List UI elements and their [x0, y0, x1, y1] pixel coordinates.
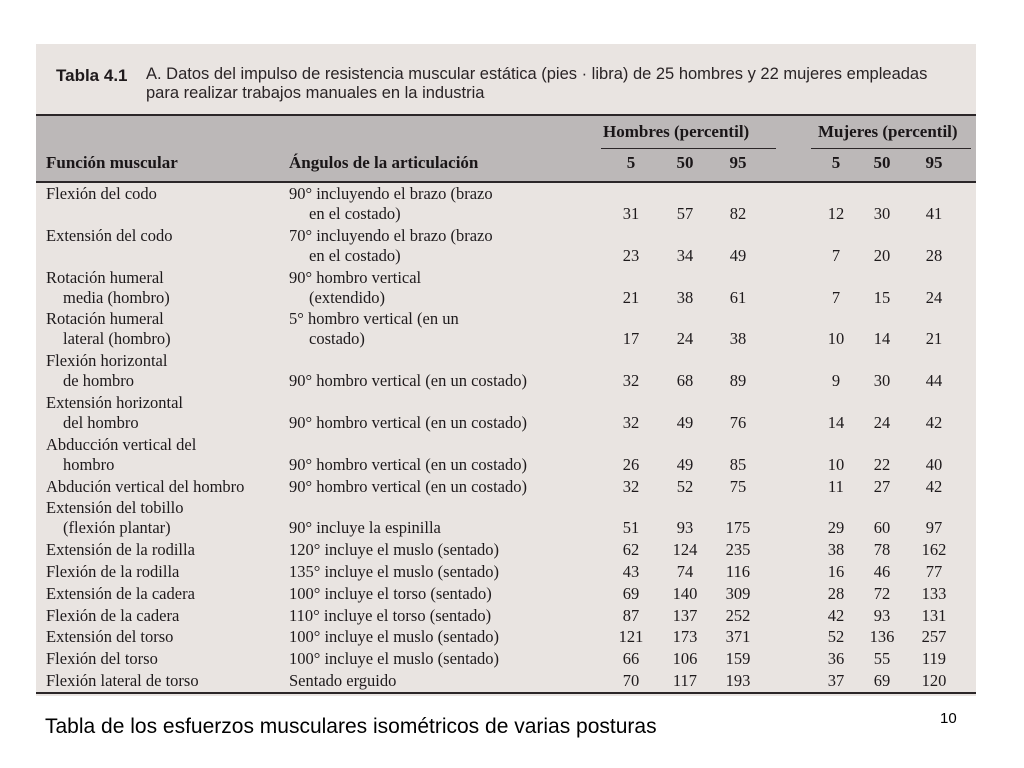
muscle-function-cell: Flexión de la cadera — [46, 605, 180, 625]
muscle-function-cell: Flexión lateral de torso — [46, 671, 199, 690]
men-percentile-value: 69 — [622, 583, 640, 603]
women-percentile-value: 24 — [925, 287, 943, 307]
women-percentile-value: 12 — [827, 204, 845, 223]
women-percentile-value: 119 — [921, 649, 947, 669]
men-percentile-value: 159 — [725, 649, 751, 669]
men-percentile-value: 93 — [676, 518, 694, 538]
women-percentile-value: 46 — [873, 562, 891, 581]
women-percentile-value: 38 — [827, 540, 845, 560]
muscle-function-cell: Flexión del torso — [46, 649, 158, 669]
table-title-line-2: para realizar trabajos manuales en la industria — [146, 84, 485, 102]
men-percentile-value: 309 — [725, 583, 751, 603]
men-percentile-value: 75 — [729, 476, 747, 496]
women-percentile-value: 28 — [925, 245, 943, 265]
men-percentile-value: 68 — [676, 371, 694, 391]
muscle-function-cell: Extensión del codo — [46, 225, 173, 245]
women-percentile-value: 22 — [873, 454, 891, 474]
women-percentile-value: 15 — [873, 287, 891, 307]
men-percentile-value: 62 — [622, 540, 640, 560]
men-percentile-value: 57 — [676, 204, 694, 223]
women-percentile-value: 24 — [873, 413, 891, 432]
muscle-function-cell: Rotación humeral — [46, 309, 164, 329]
women-percentile-value: 72 — [873, 583, 891, 603]
muscle-function-cell: Rotación humeral — [46, 267, 164, 287]
muscle-function-cell: Extensión del torso — [46, 627, 174, 647]
muscle-function-cell: Flexión del codo — [46, 184, 157, 203]
men-percentile-value: 34 — [676, 245, 694, 265]
men-p95-header: 95 — [729, 153, 747, 172]
men-percentile-value: 121 — [618, 627, 644, 647]
muscle-function-cell: Abducción vertical del — [46, 434, 197, 454]
women-percentile-value: 7 — [831, 245, 841, 265]
women-percentile-value: 16 — [827, 562, 845, 581]
women-percentile-value: 136 — [869, 627, 895, 647]
muscle-function-cell: media (hombro) — [63, 287, 170, 307]
men-percentile-value: 140 — [672, 583, 698, 603]
men-percentile-value: 49 — [676, 454, 694, 474]
women-percentile-value: 52 — [827, 627, 845, 647]
men-percentile-value: 31 — [622, 204, 640, 223]
muscle-function-cell: Extensión horizontal — [46, 393, 184, 412]
joint-angle-cell: 90° hombro vertical (en un costado) — [289, 371, 527, 391]
slide-caption: Tabla de los esfuerzos musculares isométricos de varias posturas — [45, 715, 657, 738]
men-percentile-value: 82 — [729, 204, 747, 223]
muscle-function-cell: de hombro — [63, 371, 135, 391]
joint-angle-cell: 110° incluye el torso (sentado) — [289, 605, 492, 625]
women-percentile-value: 36 — [827, 649, 845, 669]
men-percentile-value: 51 — [622, 518, 640, 538]
bottom-rule — [36, 692, 976, 694]
men-percentile-value: 70 — [622, 671, 640, 690]
men-percentile-value: 87 — [622, 605, 640, 625]
muscle-function-cell: del hombro — [63, 413, 139, 432]
women-percentile-value: 11 — [828, 476, 844, 496]
joint-angle-cell: costado) — [309, 329, 365, 349]
joint-angle-cell: en el costado) — [309, 204, 401, 223]
joint-angle-cell: 90° hombro vertical (en un costado) — [289, 454, 527, 474]
men-percentile-header: Hombres (percentil) — [603, 122, 750, 141]
men-percentile-value: 193 — [725, 671, 751, 690]
women-percentile-value: 42 — [925, 476, 943, 496]
women-percentile-value: 131 — [921, 605, 947, 625]
header-bottom-rule — [36, 181, 976, 183]
women-percentile-value: 133 — [921, 583, 947, 603]
women-percentile-value: 120 — [921, 671, 947, 690]
muscle-function-cell: Extensión del tobillo — [46, 498, 184, 518]
men-percentile-value: 38 — [676, 287, 694, 307]
men-percentile-value: 124 — [672, 540, 698, 560]
women-group-rule — [811, 148, 971, 149]
muscle-function-cell: Flexión de la rodilla — [46, 562, 180, 581]
joint-angle-cell: 100° incluye el muslo (sentado) — [289, 649, 500, 669]
women-percentile-value: 162 — [921, 540, 947, 560]
men-percentile-value: 32 — [622, 413, 640, 432]
men-percentile-value: 74 — [676, 562, 694, 581]
men-percentile-value: 49 — [676, 413, 694, 432]
joint-angle-cell: en el costado) — [309, 245, 401, 265]
women-percentile-value: 60 — [873, 518, 891, 538]
women-percentile-value: 41 — [925, 204, 943, 223]
scanned-table-image — [36, 44, 976, 696]
muscle-function-cell: Abdución vertical del hombro — [46, 476, 245, 496]
muscle-function-cell: (flexión plantar) — [63, 518, 171, 538]
women-percentile-value: 44 — [925, 371, 943, 391]
joint-angle-cell: 100° incluye el muslo (sentado) — [289, 627, 500, 647]
women-percentile-value: 97 — [925, 518, 943, 538]
women-percentile-value: 69 — [873, 671, 891, 690]
men-percentile-value: 49 — [729, 245, 747, 265]
men-percentile-value: 23 — [622, 245, 640, 265]
men-percentile-value: 235 — [725, 540, 751, 560]
men-percentile-value: 85 — [729, 454, 747, 474]
joint-angle-cell: 100° incluye el torso (sentado) — [289, 583, 492, 603]
men-percentile-value: 32 — [622, 476, 640, 496]
women-percentile-header: Mujeres (percentil) — [818, 122, 958, 141]
women-percentile-value: 7 — [831, 287, 841, 307]
men-percentile-value: 89 — [729, 371, 747, 391]
women-percentile-value: 10 — [827, 454, 845, 474]
women-percentile-value: 14 — [873, 329, 891, 349]
men-percentile-value: 17 — [622, 329, 640, 349]
women-p95-header: 95 — [925, 153, 943, 172]
men-percentile-value: 76 — [729, 413, 747, 432]
men-percentile-value: 43 — [622, 562, 640, 581]
table-label: Tabla 4.1 — [56, 66, 128, 85]
women-percentile-value: 21 — [925, 329, 943, 349]
table-title-line-1: A. Datos del impulso de resistencia muscular estática (pies · libra) de 25 hombres y 22 mujeres empleadas — [146, 65, 928, 83]
women-percentile-value: 40 — [925, 454, 943, 474]
function-header: Función muscular — [46, 153, 178, 172]
women-percentile-value: 27 — [873, 476, 891, 496]
men-percentile-value: 38 — [729, 329, 747, 349]
women-percentile-value: 20 — [873, 245, 891, 265]
women-percentile-value: 55 — [873, 649, 891, 669]
women-percentile-value: 10 — [827, 329, 845, 349]
women-p50-header: 50 — [873, 153, 891, 172]
women-percentile-value: 42 — [925, 413, 943, 432]
joint-angle-cell: 90° incluye la espinilla — [289, 518, 441, 538]
women-percentile-value: 9 — [831, 371, 841, 391]
joint-angle-cell: Sentado erguido — [289, 671, 397, 690]
muscle-function-cell: lateral (hombro) — [63, 329, 171, 349]
joint-angle-cell: 90° hombro vertical (en un costado) — [289, 476, 527, 496]
men-group-rule — [601, 148, 776, 149]
women-percentile-value: 30 — [873, 204, 891, 223]
muscle-function-cell: Flexión horizontal — [46, 351, 168, 371]
men-percentile-value: 173 — [672, 627, 698, 647]
joint-angle-cell: (extendido) — [309, 287, 386, 307]
women-p5-header: 5 — [831, 153, 841, 172]
joint-angle-cell: 90° hombro vertical — [289, 267, 422, 287]
men-percentile-value: 61 — [729, 287, 747, 307]
women-percentile-value: 93 — [873, 605, 891, 625]
joint-angle-cell: 90° incluyendo el brazo (brazo — [289, 184, 493, 203]
men-percentile-value: 117 — [672, 671, 698, 690]
men-percentile-value: 52 — [676, 476, 694, 496]
muscle-function-cell: Extensión de la rodilla — [46, 540, 195, 560]
men-p50-header: 50 — [676, 153, 694, 172]
women-percentile-value: 77 — [925, 562, 943, 581]
joint-angle-cell: 70° incluyendo el brazo (brazo — [289, 225, 493, 245]
women-percentile-value: 29 — [827, 518, 845, 538]
joint-angle-cell: 5° hombro vertical (en un — [289, 309, 459, 329]
men-percentile-value: 371 — [725, 627, 751, 647]
muscle-function-cell: Extensión de la cadera — [46, 583, 195, 603]
angles-header: Ángulos de la articulación — [289, 153, 479, 172]
men-percentile-value: 66 — [622, 649, 640, 669]
joint-angle-cell: 90° hombro vertical (en un costado) — [289, 413, 527, 432]
men-percentile-value: 252 — [725, 605, 751, 625]
women-percentile-value: 257 — [921, 627, 947, 647]
page-number: 10 — [940, 710, 957, 727]
table-caption — [47, 56, 967, 102]
men-percentile-value: 26 — [622, 454, 640, 474]
women-percentile-value: 42 — [827, 605, 845, 625]
men-percentile-value: 32 — [622, 371, 640, 391]
men-percentile-value: 175 — [725, 518, 751, 538]
women-percentile-value: 78 — [873, 540, 891, 560]
women-percentile-value: 28 — [827, 583, 845, 603]
muscle-function-cell: hombro — [63, 454, 115, 474]
joint-angle-cell: 135° incluye el muslo (sentado) — [289, 562, 500, 581]
women-percentile-value: 30 — [873, 371, 891, 391]
men-percentile-value: 24 — [676, 329, 694, 349]
joint-angle-cell: 120° incluye el muslo (sentado) — [289, 540, 500, 560]
men-p5-header: 5 — [626, 153, 636, 172]
men-percentile-value: 106 — [672, 649, 698, 669]
men-percentile-value: 137 — [672, 605, 698, 625]
men-percentile-value: 116 — [725, 562, 751, 581]
women-percentile-value: 37 — [827, 671, 845, 690]
top-rule — [36, 114, 976, 116]
table-title — [146, 65, 966, 103]
men-percentile-value: 21 — [622, 287, 640, 307]
women-percentile-value: 14 — [827, 413, 845, 432]
